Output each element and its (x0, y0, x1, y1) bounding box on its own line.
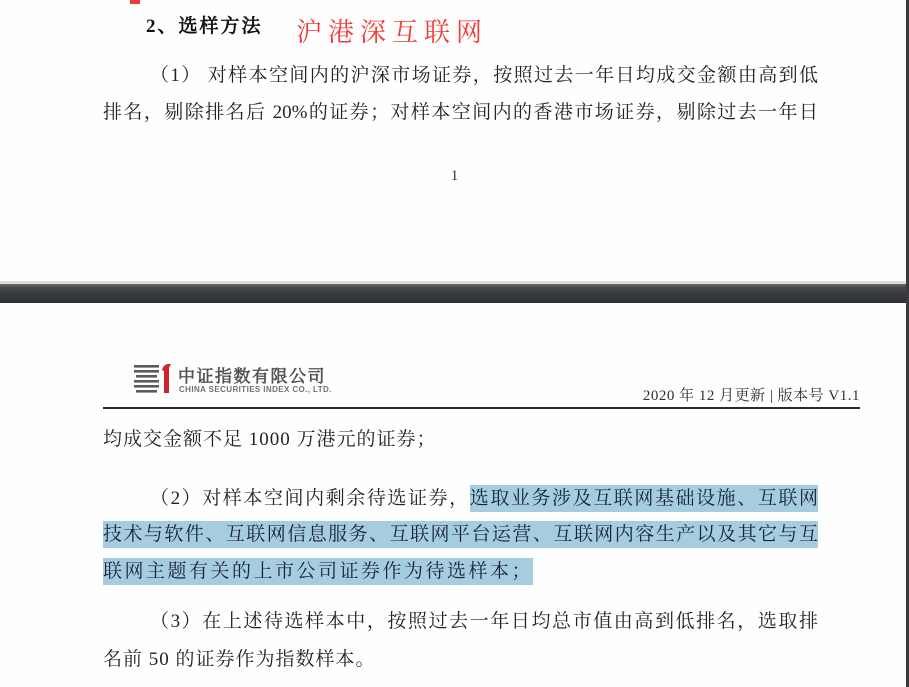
header-rule (103, 407, 860, 409)
paragraph-3-line-1: （3）在上述待选样本中，按照过去一年日均总市值由高到低排名，选取排 (150, 611, 818, 632)
red-annotation: 沪港深互联网 (296, 18, 489, 47)
carryover-line: 均成交金额不足 1000 万港元的证券； (103, 429, 437, 450)
paragraph-1-line-1: （1） 对样本空间内的沪深市场证券，按照过去一年日均成交金额由高到低 (150, 65, 818, 86)
paragraph-2-line-2 (103, 521, 818, 549)
paragraph-3-line-2: 名前 50 的证券作为指数样本。 (103, 649, 376, 670)
paragraph-2-line-2-highlight: 技术与软件、互联网信息服务、互联网平台运营、互联网内容生产以及其它与互 (103, 521, 818, 548)
section-heading: 2、选样方法 (146, 16, 263, 37)
paragraph-2-line-1-highlight: 选取业务涉及互联网基础设施、互联网 (470, 485, 818, 512)
csi-logo-icon (133, 361, 177, 397)
paragraph-1-line-2: 排名，剔除排名后 20%的证券；对样本空间内的香港市场证券，剔除过去一年日 (103, 102, 818, 123)
version-note: 2020 年 12 月更新 | 版本号 V1.1 (642, 388, 860, 404)
paragraph-2-line-1-prefix: （2）对样本空间内剩余待选证券， (150, 488, 470, 509)
paragraph-2-line-3 (103, 558, 818, 586)
paragraph-2-line-3-highlight: 联网主题有关的上市公司证券作为待选样本； (103, 558, 533, 585)
page-number: 1 (450, 168, 459, 184)
paragraph-2-line-1 (150, 485, 818, 513)
company-subtitle: CHINA SECURITIES INDEX CO., LTD. (179, 385, 332, 394)
company-name: 中证指数有限公司 (178, 367, 326, 386)
